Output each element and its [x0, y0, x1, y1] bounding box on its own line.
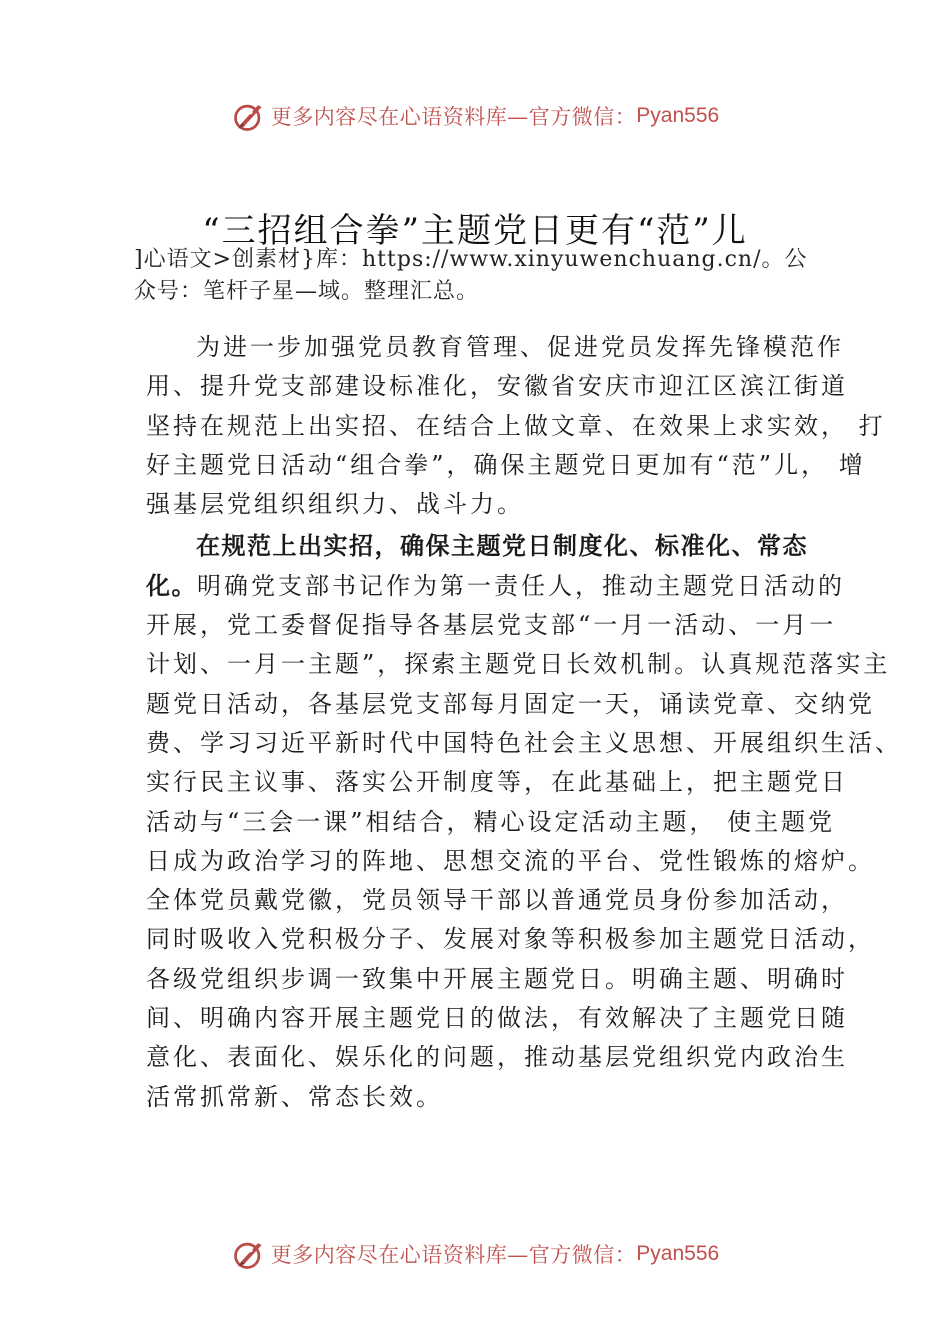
section-heading-cont: 化。 — [146, 571, 197, 600]
paragraph-line: 活常抓常新、常态长效。 — [146, 1082, 443, 1111]
paragraph-line: 同时吸收入党积极分子、发展对象等积极参加主题党日活动， — [146, 925, 875, 954]
document-body — [146, 328, 902, 1117]
footer-banner-text: 更多内容尽在心语资料库—官方微信： — [270, 1243, 637, 1267]
section-heading: 在规范上出实招，确保主题党日制度化、标准化、常态 — [196, 532, 808, 561]
document-title: “三招组合拳”主题党日更有“范”儿 — [202, 211, 748, 251]
footer-banner-wechat: Pyan556 — [636, 1242, 720, 1265]
paragraph-line: 坚持在规范上出实招、在结合上做文章、在效果上求实效， 打 — [146, 411, 886, 440]
header-banner-text: 更多内容尽在心语资料库—官方微信： — [270, 105, 637, 129]
paragraph-line: 用、提升党支部建设标准化，安徽省安庆市迎江区滨江街道 — [146, 372, 848, 401]
paragraph-line: 全体党员戴党徽，党员领导干部以普通党员身份参加活动， — [146, 886, 848, 915]
paragraph-line: 题党日活动，各基层党支部每月固定一天，诵读党章、交纳党 — [146, 689, 875, 718]
paragraph-line: 实行民主议事、落实公开制度等，在此基础上，把主题党日 — [146, 768, 848, 797]
paragraph-line: 意化、表面化、娱乐化的问题，推动基层党组织党内政治生 — [146, 1043, 848, 1072]
paragraph-line: 费、学习习近平新时代中国特色社会主义思想、开展组织生活、 — [146, 728, 902, 757]
paragraph-line: 各级党组织步调一致集中开展主题党日。明确主题、明确时 — [146, 964, 848, 993]
paragraph-line: 强基层党组织组织力、战斗力。 — [146, 490, 524, 519]
source-note: ]心语文>创素材}库：https://www.xinyuwenchuang.cn/。公众号：笔杆子星—域。整理汇总。 — [134, 247, 808, 304]
paragraph-line: 为进一步加强党员教育管理、促进党员发挥先锋模范作 — [196, 333, 844, 361]
paragraph-line: 好主题党日活动“组合拳”，确保主题党日更加有“范”儿， 增 — [146, 450, 866, 479]
header-banner — [0, 92, 950, 140]
pen-logo-icon — [231, 98, 267, 134]
paragraph-line: 间、明确内容开展主题党日的做法，有效解决了主题党日随 — [146, 1004, 848, 1033]
paragraph-line: 开展，党工委督促指导各基层党支部“一月一活动、一月一 — [146, 611, 837, 640]
paragraph-text: 明确党支部书记作为第一责任人，推动主题党日活动的 — [197, 571, 845, 600]
footer-banner — [0, 1230, 950, 1278]
paragraph-line: 日成为政治学习的阵地、思想交流的平台、党性锻炼的熔炉。 — [146, 846, 875, 875]
paragraph-line — [146, 567, 866, 606]
pen-logo-icon — [231, 1236, 267, 1272]
paragraph-line: 活动与“三会一课”相结合，精心设定活动主题， 使主题党 — [146, 807, 836, 836]
paragraph-line: 计划、一月一主题”，探索主题党日长效机制。认真规范落实主 — [146, 650, 891, 679]
header-banner-wechat: Pyan556 — [636, 104, 720, 127]
